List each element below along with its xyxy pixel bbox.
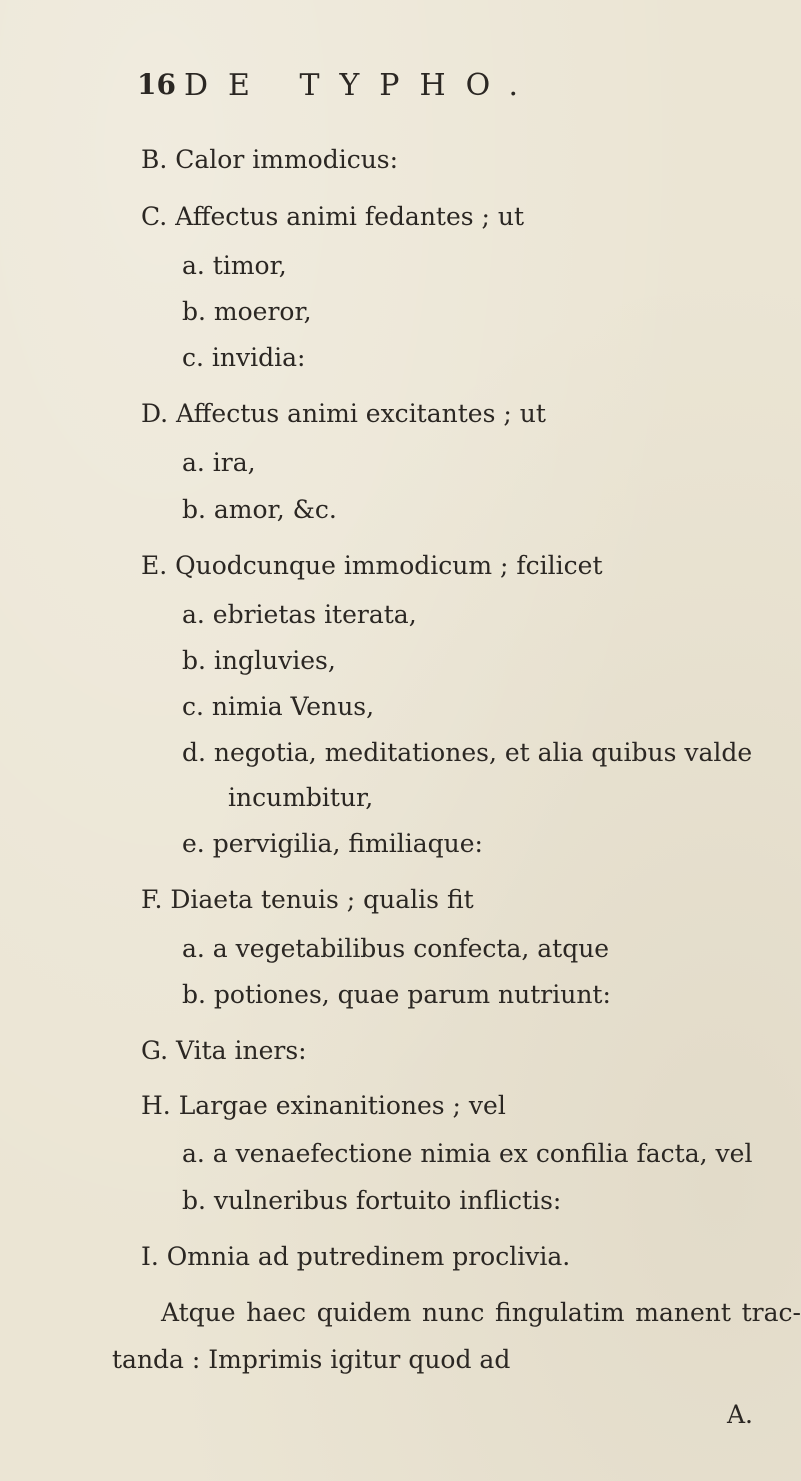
sub-item-e-b: b. ingluvies,: [182, 646, 336, 675]
sub-item-d-b: b. amor, &c.: [182, 495, 337, 524]
sub-item-e-d: d. negotia, meditationes, et alia quibus valde: [182, 738, 753, 767]
list-item-i: I. Omnia ad putredinem proclivia.: [141, 1242, 571, 1271]
list-item-e: E. Quodcunque immodicum ; fcilicet: [141, 551, 603, 580]
sub-item-e-a: a. ebrietas iterata,: [182, 600, 417, 629]
running-header: [137, 68, 670, 108]
sub-item-c-b: b. moeror,: [182, 297, 312, 326]
sub-item-e-c: c. nimia Venus,: [182, 692, 375, 721]
paragraph-line-1: Atque haec quidem nunc fingulatim manent trac-: [161, 1298, 801, 1327]
sub-item-h-a: a. a venaefectione nimia ex confilia facta, vel: [182, 1139, 753, 1168]
running-title: DE TYPHO.: [184, 68, 539, 103]
page-number: 16: [137, 68, 176, 101]
list-item-c: C. Affectus animi fedantes ; ut: [141, 202, 525, 231]
list-item-g: G. Vita iners:: [141, 1036, 307, 1065]
list-item-h: H. Largae exinanitiones ; vel: [141, 1091, 506, 1120]
sub-item-c-a: a. timor,: [182, 251, 287, 280]
sub-item-e-e: e. pervigilia, fimiliaque:: [182, 829, 483, 858]
sub-item-c-c: c. invidia:: [182, 343, 306, 372]
list-item-b: B. Calor immodicus:: [141, 145, 399, 174]
sub-item-f-a: a. a vegetabilibus confecta, atque: [182, 934, 610, 963]
paragraph-line-2: tanda : Imprimis igitur quod ad: [112, 1345, 511, 1374]
list-item-f: F. Diaeta tenuis ; qualis fit: [141, 885, 474, 914]
list-item-d: D. Affectus animi excitantes ; ut: [141, 399, 546, 428]
sub-item-h-b: b. vulneribus fortuito inflictis:: [182, 1186, 562, 1215]
sub-item-e-d-continued: incumbitur,: [228, 783, 374, 812]
catchword: A.: [727, 1400, 754, 1429]
sub-item-f-b: b. potiones, quae parum nutriunt:: [182, 980, 611, 1009]
sub-item-d-a: a. ira,: [182, 448, 256, 477]
